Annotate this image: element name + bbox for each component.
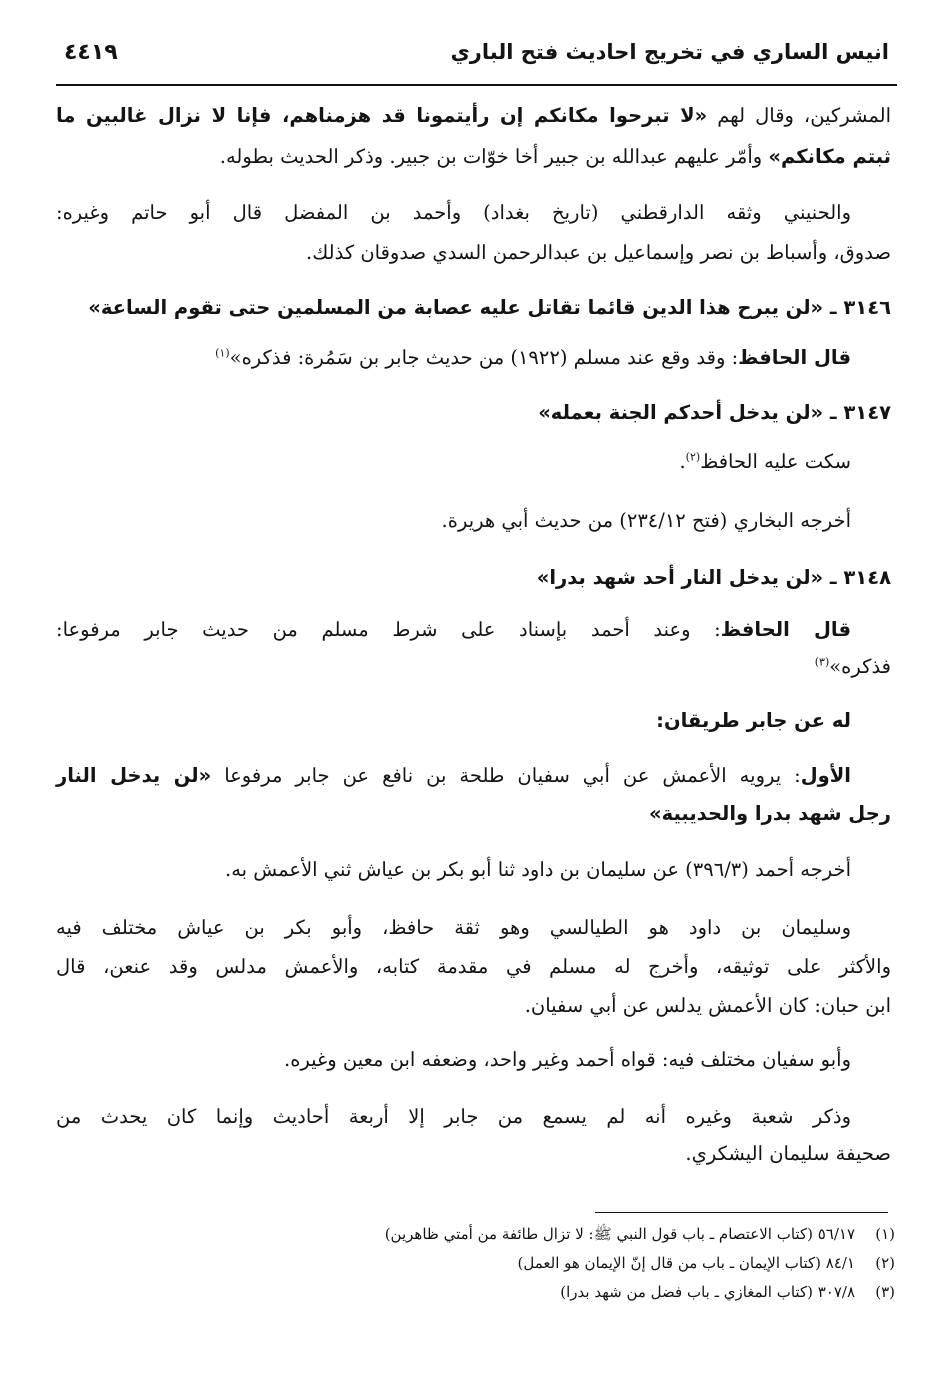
page-number: ٤٤١٩ bbox=[64, 40, 118, 65]
hadith-3146-heading: ٣١٤٦ ـ «لن يبرح هذا الدين قائما تقاتل عليه عصابة من المسلمين حتى تقوم الساعة» bbox=[88, 296, 891, 319]
text-line: ابن حبان: كان الأعمش يدلس عن أبي سفيان. bbox=[524, 994, 891, 1017]
text-line: وذكر شعبة وغيره أنه لم يسمع من جابر إلا أربعة أحاديث وإنما كان يحدث من bbox=[56, 1105, 851, 1128]
text-line: أخرجه أحمد (٣٩٦/٣) عن سليمان بن داود ثنا أبو بكر بن عياش ثني الأعمش به. bbox=[225, 858, 851, 881]
hadith-3148-heading: ٣١٤٨ ـ «لن يدخل النار أحد شهد بدرا» bbox=[536, 566, 891, 589]
text-line: ثبتم مكانكم» وأمّر عليهم عبدالله بن جبير أخا خوّات بن جبير. وذكر الحديث بطوله. bbox=[219, 145, 891, 168]
text-line: وأبو سفيان مختلف فيه: قواه أحمد وغير واحد، وضعفه ابن معين وغيره. bbox=[284, 1048, 851, 1071]
text-line: فذكره»$^{(٣)}$ bbox=[814, 655, 891, 678]
text-line: سكت عليه الحافظ$^{(٢)}$. bbox=[679, 450, 851, 473]
hadith-3147-heading: ٣١٤٧ ـ «لن يدخل أحدكم الجنة بعمله» bbox=[538, 401, 891, 424]
header-rule bbox=[56, 84, 897, 86]
text-line: قال الحافظ: وقد وقع عند مسلم (١٩٢٢) من حديث جابر بن سَمُرة: فذكره»$^{(١)}$ bbox=[215, 346, 851, 369]
text-line: صدوق، وأسباط بن نصر وإسماعيل بن عبدالرحمن السدي صدوقان كذلك. bbox=[306, 241, 891, 264]
running-header-title: انيس الساري في تخريج احاديث فتح الباري bbox=[450, 40, 889, 64]
footnote-2: (٢)٨٤/١ (كتاب الإيمان ـ باب من قال إنّ الإيمان هو العمل) bbox=[517, 1254, 895, 1272]
text-line: وسليمان بن داود هو الطيالسي وهو ثقة حافظ، وأبو بكر بن عياش مختلف فيه bbox=[56, 916, 851, 939]
footnote-rule bbox=[595, 1212, 888, 1213]
text-line: رجل شهد بدرا والحديبية» bbox=[649, 802, 891, 825]
subheading: له عن جابر طريقان: bbox=[656, 709, 851, 732]
footnote-1: (١)٥٦/١٧ (كتاب الاعتصام ـ باب قول النبي ﷺ: لا تزال طائفة من أمتي ظاهرين) bbox=[384, 1225, 895, 1243]
text-line: قال الحافظ: وعند أحمد بإسناد على شرط مسلم من حديث جابر مرفوعا: bbox=[56, 618, 851, 641]
text-line: صحيفة سليمان اليشكري. bbox=[685, 1142, 891, 1165]
text-line: أخرجه البخاري (فتح ٢٣٤/١٢) من حديث أبي هريرة. bbox=[441, 509, 851, 532]
text-line: الأول: يرويه الأعمش عن أبي سفيان طلحة بن نافع عن جابر مرفوعا «لن يدخل النار bbox=[56, 764, 851, 787]
footnote-3: (٣)٣٠٧/٨ (كتاب المغازي ـ باب فضل من شهد بدرا) bbox=[560, 1283, 895, 1301]
text-line: والحنيني وثقه الدارقطني (تاريخ بغداد) وأحمد بن المفضل قال أبو حاتم وغيره: bbox=[56, 201, 851, 224]
text-line: المشركين، وقال لهم «لا تبرحوا مكانكم إن رأيتمونا قد هزمناهم، فإنا لا نزال غالبين ما bbox=[56, 104, 891, 127]
text-line: والأكثر على توثيقه، وأخرج له مسلم في مقدمة كتابه، والأعمش مدلس وقد عنعن، قال bbox=[56, 955, 891, 978]
